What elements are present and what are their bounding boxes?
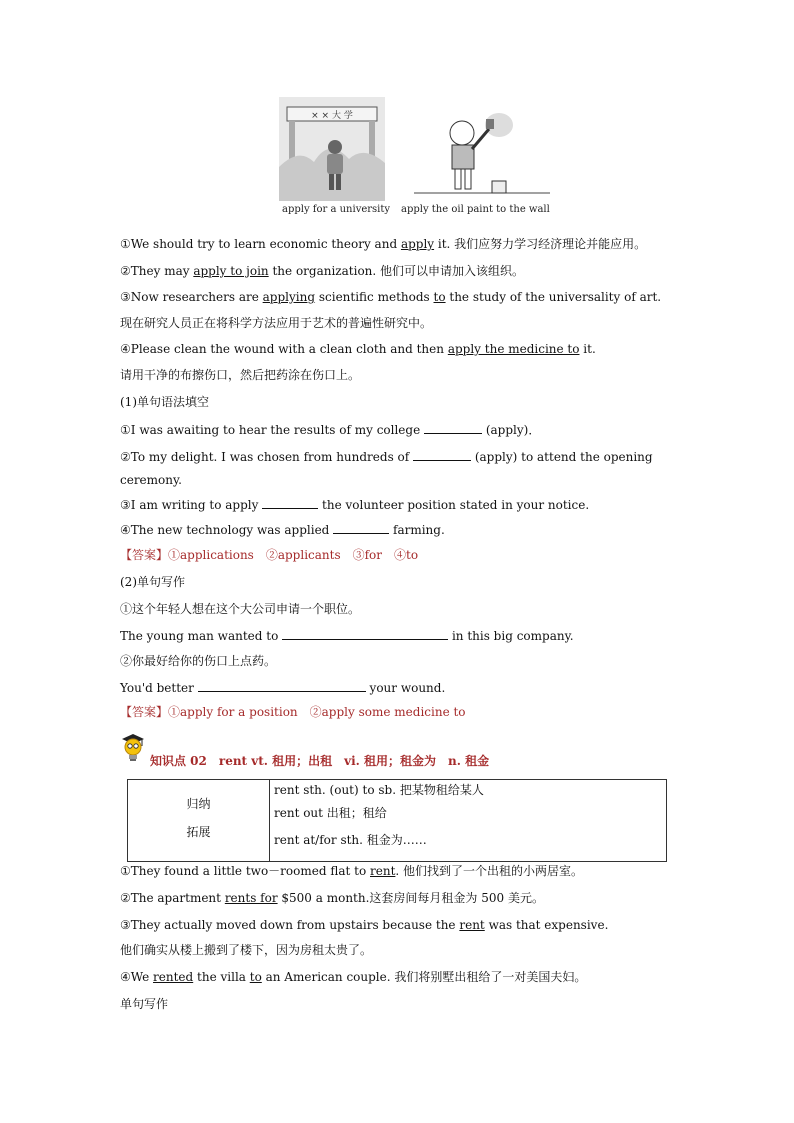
caption-right: apply the oil paint to the wall xyxy=(401,204,550,215)
table-content-cell xyxy=(270,780,667,862)
fill-question-2: ②To my delight. I was chosen from hundreds of (apply) to attend the opening xyxy=(120,450,653,464)
apply-example-4: ④Please clean the wound with a clean cloth and then apply the medicine to it. xyxy=(120,342,596,356)
table-label-cell xyxy=(128,780,270,862)
fill-question-4: ④The new technology was applied farming. xyxy=(120,523,445,537)
answer-blank[interactable] xyxy=(333,521,389,534)
answer-blank[interactable] xyxy=(282,627,448,640)
painting-wall-image xyxy=(414,97,550,201)
table-row: rent out 出租；租给 xyxy=(274,806,387,820)
table-row: rent at/for sth. 租金为…… xyxy=(274,833,427,847)
writing-q1: The young man wanted to in this big company. xyxy=(120,629,574,643)
section-grammar-fill-title: (1)单句语法填空 xyxy=(120,395,209,409)
fill-question-1: ①I was awaiting to hear the results of my college (apply)． xyxy=(120,423,541,437)
apply-example-1: ①We should try to learn economic theory and apply it. 我们应努力学习经济理论并能应用。 xyxy=(120,237,647,251)
section-writing-title: (2)单句写作 xyxy=(120,575,185,589)
rent-translation-3: 他们确实从楼上搬到了楼下，因为房租太贵了。 xyxy=(120,943,373,957)
translation-4: 请用干净的布擦伤口，然后把药涂在伤口上。 xyxy=(120,368,361,382)
university-gate-image xyxy=(279,97,385,201)
gate-sign-text: × × 大 学 xyxy=(311,111,353,121)
answer-blank[interactable] xyxy=(424,421,482,434)
writing-q2-chinese: ②你最好给你的伤口上点药。 xyxy=(120,654,277,668)
answer-blank[interactable] xyxy=(413,448,471,461)
lightbulb-scholar-icon xyxy=(120,731,146,763)
rent-example-2: ②The apartment rents for $500 a month.这套房间每月租金为 500 美元。 xyxy=(120,891,544,905)
illustration-figure xyxy=(279,97,551,221)
table-label-2: 拓展 xyxy=(186,825,211,839)
writing-q1-chinese: ①这个年轻人想在这个大公司申请一个职位。 xyxy=(120,602,361,616)
answer-blank[interactable] xyxy=(262,496,318,509)
writing-q2: You'd better your wound. xyxy=(120,681,446,695)
rent-example-1: ①They found a little two－roomed flat to rent. 他们找到了一个出租的小两居室。 xyxy=(120,864,584,878)
apply-example-3: ③Now researchers are applying scientific methods to the study of the universality of art. xyxy=(120,290,662,304)
caption-left: apply for a university xyxy=(282,204,391,215)
translation-3: 现在研究人员正在将科学方法应用于艺术的普遍性研究中。 xyxy=(120,316,433,330)
table-row: rent sth. (out) to sb. 把某物租给某人 xyxy=(274,783,484,797)
answer-key-2: 【答案】①apply for a position ②apply some medicine to xyxy=(120,705,466,719)
rent-example-4: ④We rented the villa to an American couple. 我们将别墅出租给了一对美国夫妇。 xyxy=(120,970,587,984)
apply-example-2: ②They may apply to join the organization. 他们可以申请加入该组织。 xyxy=(120,264,525,278)
knowledge-point-title: 知识点 02 rent vt. 租用；出租 vi. 租用；租金为 n. 租金 xyxy=(150,754,490,768)
answer-key-1: 【答案】①applications ②applicants ③for ④to xyxy=(120,548,419,562)
section-writing-title-2: 单句写作 xyxy=(120,997,169,1011)
fill-question-3: ③I am writing to apply the volunteer position stated in your notice. xyxy=(120,498,590,512)
fill-question-2-cont: ceremony. xyxy=(120,473,182,487)
table-label-1: 归纳 xyxy=(186,797,211,811)
rent-example-3: ③They actually moved down from upstairs because the rent was that expensive. xyxy=(120,918,609,932)
answer-blank[interactable] xyxy=(198,679,366,692)
rent-summary-table xyxy=(127,779,667,862)
